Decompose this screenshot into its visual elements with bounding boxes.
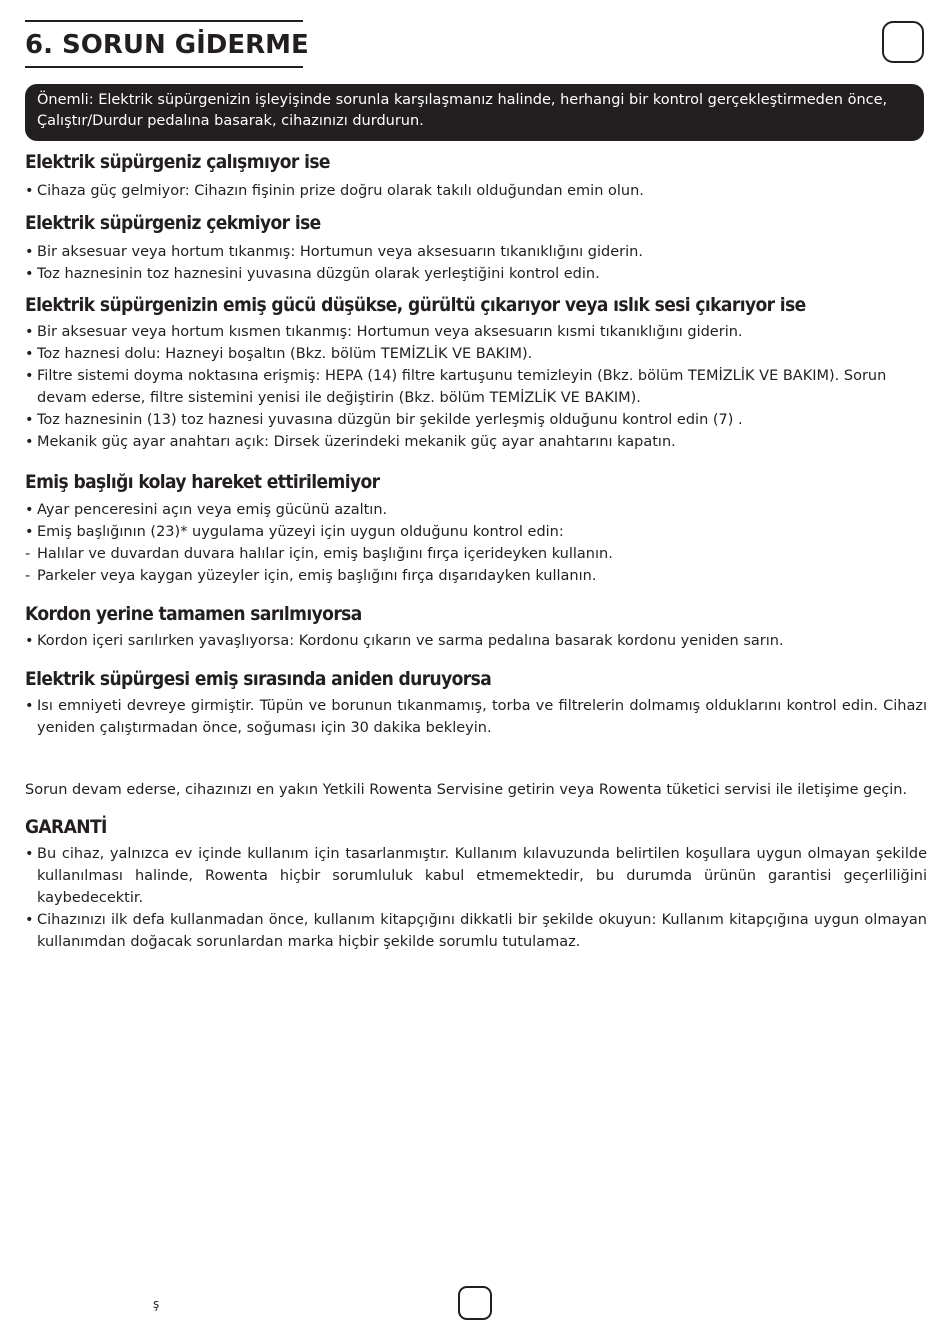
section-heading: Emiş başlığı kolay hareket ettirilemiyor [25,471,380,493]
list-item-text: Bir aksesuar veya hortum kısmen tıkanmış: Hortumun veya aksesuarın kısmi tıkanıklığını giderin. [37,324,743,340]
important-notice-box [25,84,924,141]
section-heading: Elektrik süpürgeniz çalışmıyor ise [25,151,330,173]
list-item [25,843,927,909]
list-item [25,343,927,365]
list-item-text: Cihazınızı ilk defa kullanmadan önce, kullanım kitapçığını dikkatli bir şekilde okuyun: Kullanım kitapçığına uygun olmayan kullanımdan doğacak sorunlardan marka hiçbir şekilde sorumlu tutulamaz. [37,912,927,950]
list-item-text: Bir aksesuar veya hortum tıkanmış: Hortumun veya aksesuarın tıkanıklığını giderin. [37,244,643,260]
list-item [25,321,927,343]
section-list [25,241,927,285]
bullet-marker: • [25,346,34,362]
list-item-text: Halılar ve duvardan duvara halılar için, emiş başlığını fırça içerideyken kullanın. [37,546,613,562]
bullet-marker: • [25,633,34,649]
bullet-marker: • [25,434,34,450]
list-item-text: Mekanik güç ayar anahtarı açık: Dirsek üzerindeki mekanik güç ayar anahtarını kapatın. [37,434,676,450]
section-heading: Kordon yerine tamamen sarılmıyorsa [25,603,362,625]
list-item-text: Cihaza güç gelmiyor: Cihazın fişinin prize doğru olarak takılı olduğundan emin olun. [37,183,644,199]
section-list [25,499,927,587]
list-item-text: Isı emniyeti devreye girmiştir. Tüpün ve borunun tıkanmamış, torba ve filtrelerin dolmamış olduklarını kontrol edin. Cihazı yeniden çalıştırmadan önce, soğuması için 30 dakika bekleyin. [37,698,927,736]
list-item [25,263,927,285]
list-item-text: Toz haznesinin (13) toz haznesi yuvasına düzgün bir şekilde yerleşmiş olduğunu kontrol edin (7) . [37,412,743,428]
list-item-text: Toz haznesinin toz haznesini yuvasına düzgün olarak yerleştiğini kontrol edin. [37,266,600,282]
list-item [25,431,927,453]
section-heading: Elektrik süpürgenizin emiş gücü düşükse, gürültü çıkarıyor veya ıslık sesi çıkarıyor ise [25,294,806,316]
page-title-block [25,20,309,68]
guarantee-heading: GARANTİ [25,816,107,838]
list-item-text: Parkeler veya kaygan yüzeyler için, emiş başlığını fırça dışarıdayken kullanın. [37,568,597,584]
list-item-text: Kordon içeri sarılırken yavaşlıyorsa: Kordonu çıkarın ve sarma pedalına basarak kordonu yeniden sarın. [37,633,784,649]
dash-marker: - [25,546,31,562]
bullet-marker: • [25,524,34,540]
troubleshooting-content [25,150,927,953]
bullet-marker: • [25,698,34,714]
section-list [25,695,927,739]
bullet-marker: • [25,502,34,518]
dash-marker: - [25,568,31,584]
list-item [25,909,927,953]
bullet-marker: • [25,183,34,199]
section-heading: Elektrik süpürgeniz çekmiyor ise [25,212,321,234]
page-number-mark: ş [153,1297,160,1311]
bullet-marker: • [25,846,34,862]
list-item [25,499,927,521]
page-number-box [458,1286,492,1320]
list-item [25,695,927,739]
bullet-marker: • [25,266,34,282]
bullet-marker: • [25,324,34,340]
list-item [25,241,927,263]
important-notice-text: Önemli: Elektrik süpürgenizin işleyişinde sorunla karşılaşmanız halinde, herhangi bir kontrol gerçekleştirmeden önce, Çalıştır/Durdur pedalına basarak, cihazınızı durdurun. [37,92,888,129]
page-title: 6. SORUN GİDERME [25,30,309,60]
list-item-text: Ayar penceresini açın veya emiş gücünü azaltın. [37,502,388,518]
section-list [25,180,927,202]
list-item [25,630,927,652]
list-item-text: Filtre sistemi doyma noktasına erişmiş: HEPA (14) filtre kartuşunu temizleyin (Bkz. bölüm TEMİZLİK VE BAKIM). Sorun devam ederse, filtre sistemini yenisi ile değiştirin (Bkz. bölüm TEMİZLİK VE BAKIM). [37,368,887,406]
list-item [25,180,927,202]
language-tab-box [882,21,924,63]
bullet-marker: • [25,244,34,260]
list-item-text: Toz haznesi dolu: Hazneyi boşaltın (Bkz. bölüm TEMİZLİK VE BAKIM). [37,346,533,362]
bullet-marker: • [25,368,34,384]
list-item [25,521,927,543]
guarantee-list [25,843,927,953]
section-list [25,630,927,652]
list-item [25,365,927,409]
list-item-text: Bu cihaz, yalnızca ev içinde kullanım için tasarlanmıştır. Kullanım kılavuzunda belirtilen koşullara uygun olmayan şekilde kullanılması halinde, Rowenta hiçbir sorumluluk kabul etmemektedir, bu durumda ürünün garantisi geçerliliğini kaybedecektir. [37,846,927,906]
service-note: Sorun devam ederse, cihazınızı en yakın Yetkili Rowenta Servisine getirin veya Rowenta tüketici servisi ile iletişime geçin. [25,782,908,798]
bullet-marker: • [25,912,34,928]
list-item-text: Emiş başlığının (23)* uygulama yüzeyi için uygun olduğunu kontrol edin: [37,524,564,540]
bullet-marker: • [25,412,34,428]
section-heading: Elektrik süpürgesi emiş sırasında aniden duruyorsa [25,668,492,690]
list-item [25,409,927,431]
list-item [25,565,927,587]
list-item [25,543,927,565]
section-list [25,321,927,453]
